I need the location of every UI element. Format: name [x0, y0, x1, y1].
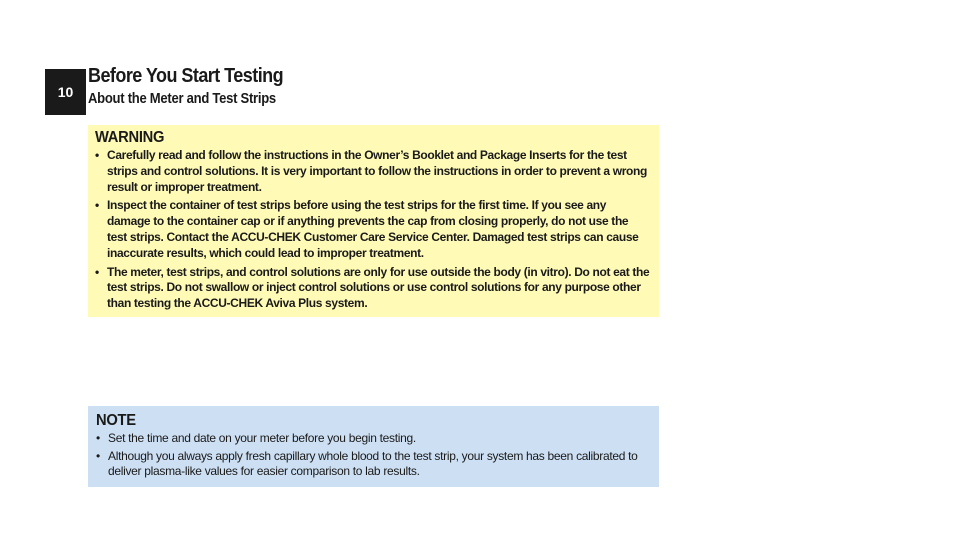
note-heading: NOTE [96, 412, 136, 429]
note-list [96, 431, 651, 479]
warning-item-text: Carefully read and follow the instructions in the Owner’s Booklet and Package Inserts for the test strips and control solutions. It is very important to follow the instructions in order to prevent a wrong result or improper treatment. [107, 148, 647, 194]
warning-item [95, 148, 651, 195]
warning-item [95, 265, 651, 312]
warning-item-text: Inspect the container of test strips before using the test strips for the first time. If you see any damage to the container cap or if anything prevents the cap from closing properly, do not use the test strips. Contact the ACCU-CHEK Customer Care Service Center. Damaged test strips can cause inaccurate results, which could lead to improper treatment. [107, 198, 639, 260]
note-box [88, 406, 659, 487]
bullet-icon: • [95, 198, 99, 213]
page-number-tab [45, 69, 86, 115]
note-item-text: Set the time and date on your meter before you begin testing. [108, 431, 416, 445]
note-item-text: Although you always apply fresh capillary whole blood to the test strip, your system has been calibrated to deliver plasma-like values for easier comparison to lab results. [108, 449, 638, 478]
bullet-icon: • [95, 264, 99, 279]
page-number: 10 [57, 84, 74, 100]
page-title: Before You Start Testing [88, 65, 284, 87]
note-item [96, 431, 651, 446]
warning-box [88, 125, 659, 317]
warning-list [95, 148, 651, 312]
page-subtitle: About the Meter and Test Strips [88, 91, 276, 107]
note-item [96, 449, 651, 479]
warning-item-text: The meter, test strips, and control solutions are only for use outside the body (in vitro). Do not eat the test strips. Do not swallow or inject control solutions or use control solutions for any purpose other than testing the ACCU-CHEK Aviva Plus system. [107, 264, 650, 311]
page-header [88, 64, 305, 110]
warning-item [95, 198, 651, 261]
bullet-icon: • [96, 431, 100, 445]
bullet-icon: • [96, 449, 100, 463]
bullet-icon: • [95, 148, 99, 162]
warning-heading: WARNING [95, 129, 165, 146]
